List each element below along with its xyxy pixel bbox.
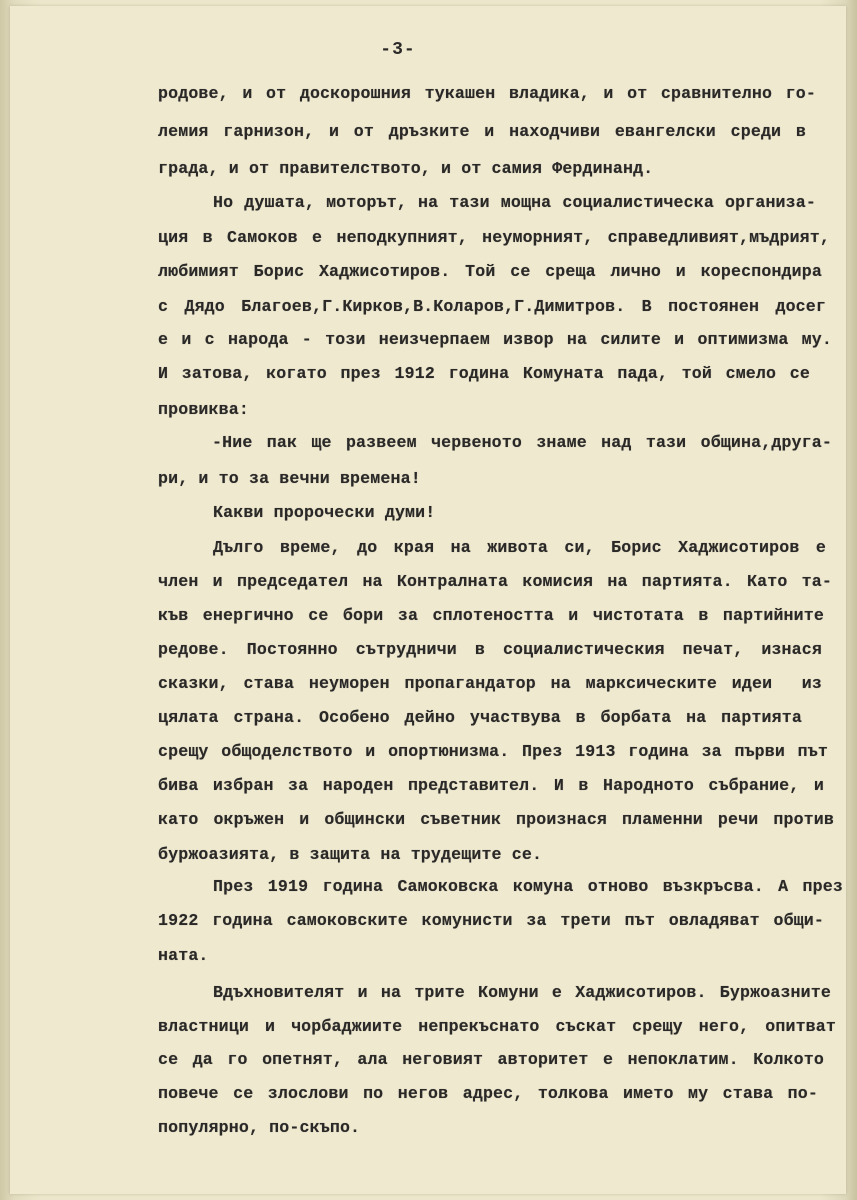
text-line: редове. Постоянно сътрудничи в социалистическия печат, изнася <box>158 640 822 659</box>
text-line: цялата страна. Особено дейно участвува в борбата на партията <box>158 708 802 727</box>
text-line: повече се злослови по негов адрес, толкова името му става по- <box>158 1084 818 1103</box>
text-line: се да го опетнят, ала неговият авторитет е непоклатим. Колкото <box>158 1050 824 1069</box>
text-line: 1922 година самоковските комунисти за трети път овладяват общи- <box>158 911 824 930</box>
text-line: Какви пророчески думи! <box>213 503 436 522</box>
text-line: буржоазията, в защита на трудещите се. <box>158 845 543 864</box>
text-line: родове, и от доскорошния тукашен владика, и от сравнително го- <box>158 84 816 103</box>
text-line: И затова, когато през 1912 година Комуната пада, той смело се <box>158 364 810 383</box>
text-line: -Ние пак ще развеем червеното знаме над тази община,друга- <box>212 433 832 452</box>
text-line: ната. <box>158 946 209 965</box>
text-line: любимият Борис Хаджисотиров. Той се среща лично и кореспондира <box>158 262 822 281</box>
text-line: града, и от правителството, и от самия Фердинанд. <box>158 159 654 178</box>
text-line: Вдъхновителят и на трите Комуни е Хаджисотиров. Буржоазните <box>213 983 831 1002</box>
text-line: ри, и то за вечни времена! <box>158 469 421 488</box>
text-line: Дълго време, до края на живота си, Борис Хаджисотиров е <box>213 538 826 557</box>
text-line: провиква: <box>158 400 249 419</box>
text-line: член и председател на Контралната комисия на партията. Като та- <box>158 572 832 591</box>
typewritten-page <box>10 6 846 1194</box>
text-line: ция в Самоков е неподкупният, неуморният, справедливият,мъдрият, <box>158 228 830 247</box>
text-line: е и с народа - този неизчерпаем извор на силите и оптимизма му. <box>158 330 832 349</box>
text-line: популярно, по-скъпо. <box>158 1118 361 1137</box>
text-line: срещу общоделството и опортюнизма. През 1913 година за първи път <box>158 742 828 761</box>
text-line: властници и чорбаджиите непрекъснато съскат срещу него, опитват <box>158 1017 836 1036</box>
text-line: През 1919 година Самоковска комуна отново възкръсва. А през <box>213 877 843 896</box>
text-line: Но душата, моторът, на тази мощна социалистическа организа- <box>213 193 816 212</box>
text-line: сказки, става неуморен пропагандатор на марксическите идеи из <box>158 674 822 693</box>
text-line: къв енергично се бори за сплотеността и чистотата в партийните <box>158 606 824 625</box>
text-line: лемия гарнизон, и от дръзките и находчиви евангелски среди в <box>158 122 806 141</box>
text-line: с Дядо Благоев,Г.Кирков,В.Коларов,Г.Димитров. В постоянен досег <box>158 297 826 316</box>
page-number: -3- <box>380 40 416 60</box>
text-line: като окръжен и общински съветник произнася пламенни речи против <box>158 810 834 829</box>
text-line: бива избран за народен представител. И в Народното събрание, и <box>158 776 824 795</box>
